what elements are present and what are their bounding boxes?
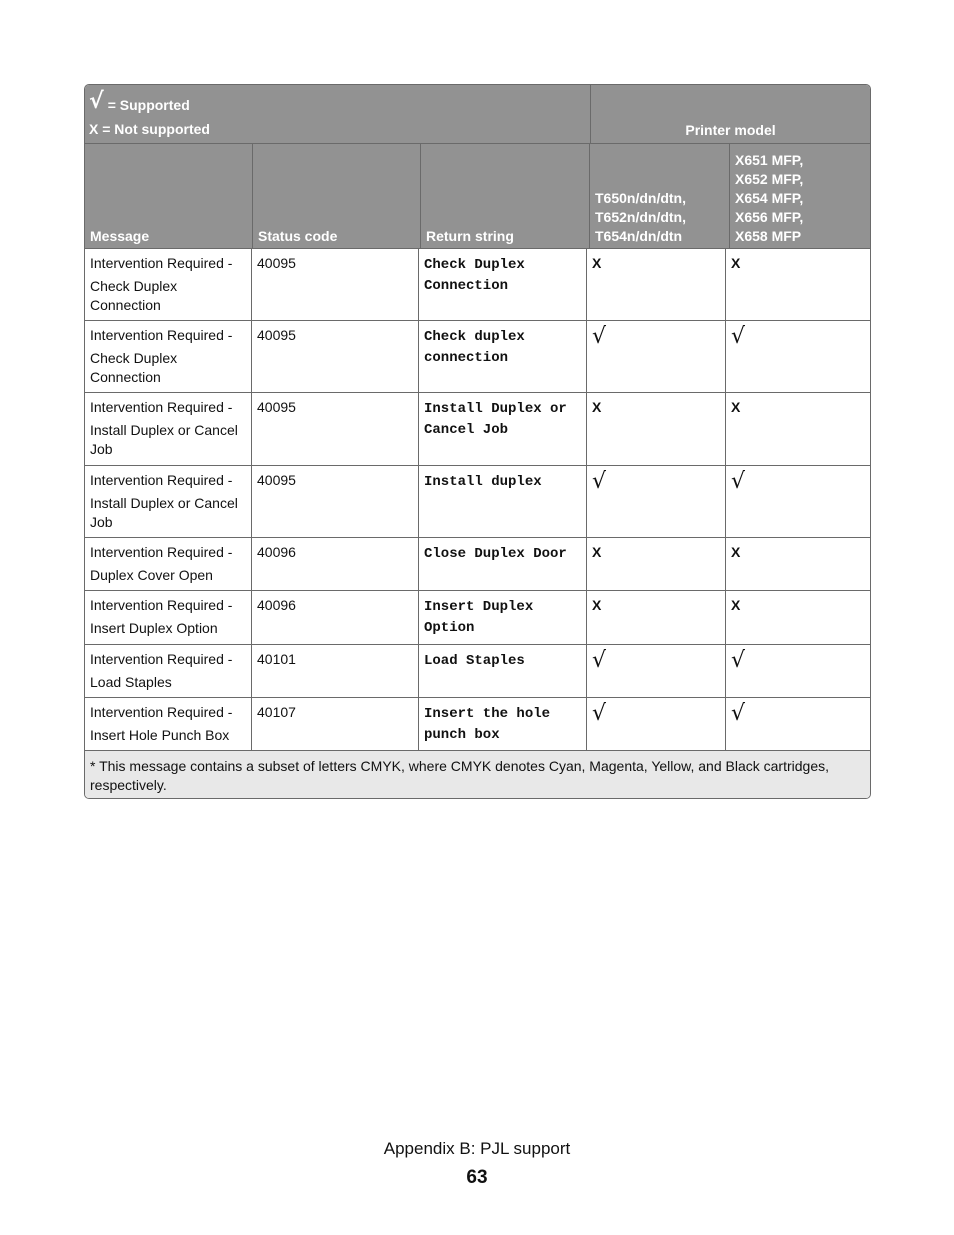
return-string-cell (419, 393, 587, 465)
checkmark-icon: √ (731, 648, 746, 673)
support-cell-x651 (726, 645, 870, 697)
footer-section-title: Appendix B: PJL support (383, 1139, 571, 1158)
message-line-1: Intervention Required - (90, 399, 233, 415)
legend-not-supported-label: X = Not supported (89, 121, 210, 137)
legend-supported (89, 91, 190, 113)
support-cell-x651 (726, 321, 870, 392)
column-header-status-code: Status code (253, 144, 421, 248)
not-supported-mark: X (592, 597, 602, 613)
printer-model-header (591, 85, 870, 143)
not-supported-mark: X (731, 544, 741, 560)
return-string: Insert Duplex Option (424, 599, 534, 636)
support-cell-x651 (726, 538, 870, 590)
return-string-cell (419, 698, 587, 750)
message-line-2: Install Duplex or Cancel Job (90, 422, 238, 457)
status-code-cell (252, 249, 419, 320)
support-cell-t650 (587, 466, 726, 537)
table-row (85, 393, 870, 466)
checkmark-icon: √ (592, 648, 607, 673)
return-string-cell (419, 538, 587, 590)
support-cell-x651 (726, 249, 870, 320)
page-number: 63 (466, 1167, 488, 1188)
legend-supported-label: = Supported (107, 97, 190, 113)
checkmark-icon: √ (731, 701, 746, 726)
message-cell (85, 591, 252, 644)
status-code: 40095 (257, 255, 296, 271)
footnote: * This message contains a subset of letters CMYK, where CMYK denotes Cyan, Magenta, Yellow, and Black cartridges, respectively. (85, 751, 870, 798)
table-body (85, 249, 870, 751)
support-cell-t650 (587, 591, 726, 644)
column-header-model-t650: T650n/dn/dtn, T652n/dn/dtn, T654n/dn/dtn (590, 144, 730, 248)
status-code: 40095 (257, 399, 296, 415)
not-supported-mark: X (592, 255, 602, 271)
message-line-2: Load Staples (90, 674, 172, 690)
message-cell (85, 466, 252, 537)
not-supported-mark: X (731, 255, 741, 271)
support-cell-t650 (587, 698, 726, 750)
legend (85, 85, 591, 143)
message-line-1: Intervention Required - (90, 255, 233, 271)
not-supported-mark: X (731, 597, 741, 613)
message-line-2: Check Duplex Connection (90, 350, 178, 385)
support-cell-x651 (726, 466, 870, 537)
status-code-cell (252, 645, 419, 697)
status-code-cell (252, 321, 419, 392)
checkmark-icon: √ (731, 324, 746, 349)
message-line-2: Insert Duplex Option (90, 620, 218, 636)
message-line-1: Intervention Required - (90, 544, 233, 560)
return-string: Check duplex connection (424, 329, 525, 366)
status-code: 40095 (257, 327, 296, 343)
column-header-model-x651: X651 MFP, X652 MFP, X654 MFP, X656 MFP, X658 MFP (735, 152, 804, 244)
support-cell-t650 (587, 393, 726, 465)
table-row (85, 321, 870, 393)
return-string-cell (419, 466, 587, 537)
support-cell-t650 (587, 249, 726, 320)
support-cell-x651 (726, 591, 870, 644)
not-supported-mark: X (731, 399, 741, 415)
status-code: 40095 (257, 472, 296, 488)
printer-model-label: Printer model (685, 122, 776, 138)
status-code-cell (252, 538, 419, 590)
support-table (84, 84, 871, 799)
column-header-message: Message (85, 144, 253, 248)
status-code: 40096 (257, 544, 296, 560)
table-row (85, 591, 870, 645)
message-line-1: Intervention Required - (90, 597, 233, 613)
table-header-top (85, 85, 870, 144)
status-code: 40101 (257, 651, 296, 667)
checkmark-icon: √ (731, 469, 746, 494)
return-string-cell (419, 591, 587, 644)
message-line-2: Insert Hole Punch Box (90, 727, 230, 743)
support-cell-x651 (726, 698, 870, 750)
return-string: Install Duplex or Cancel Job (424, 401, 567, 438)
message-line-1: Intervention Required - (90, 327, 233, 343)
status-code-cell (252, 591, 419, 644)
return-string: Load Staples (424, 653, 525, 669)
checkmark-icon: √ (592, 701, 607, 726)
message-line-2: Duplex Cover Open (90, 567, 213, 583)
return-string-cell (419, 321, 587, 392)
status-code: 40107 (257, 704, 296, 720)
support-cell-t650 (587, 321, 726, 392)
message-line-2: Install Duplex or Cancel Job (90, 495, 238, 530)
checkmark-icon: √ (592, 324, 607, 349)
message-line-1: Intervention Required - (90, 472, 233, 488)
message-cell (85, 321, 252, 392)
return-string-cell (419, 645, 587, 697)
message-cell (85, 698, 252, 750)
table-row (85, 538, 870, 591)
not-supported-mark: X (592, 544, 602, 560)
message-cell (85, 645, 252, 697)
return-string-cell (419, 249, 587, 320)
message-line-1: Intervention Required - (90, 651, 233, 667)
message-line-2: Check Duplex Connection (90, 278, 178, 313)
message-cell (85, 249, 252, 320)
message-line-1: Intervention Required - (90, 704, 233, 720)
not-supported-mark: X (592, 399, 602, 415)
status-code-cell (252, 393, 419, 465)
status-code: 40096 (257, 597, 296, 613)
status-code-cell (252, 466, 419, 537)
return-string: Install duplex (424, 474, 542, 490)
status-code-cell (252, 698, 419, 750)
column-headers (85, 144, 870, 249)
table-row (85, 466, 870, 538)
checkmark-icon: √ (89, 89, 104, 114)
table-row (85, 249, 870, 321)
column-header-return-string: Return string (421, 144, 590, 248)
message-cell (85, 393, 252, 465)
table-row (85, 645, 870, 698)
checkmark-icon: √ (592, 469, 607, 494)
table-row (85, 698, 870, 751)
support-cell-t650 (587, 538, 726, 590)
return-string: Close Duplex Door (424, 546, 567, 562)
support-cell-x651 (726, 393, 870, 465)
return-string: Check Duplex Connection (424, 257, 525, 294)
return-string: Insert the hole punch box (424, 706, 551, 743)
message-cell (85, 538, 252, 590)
support-cell-t650 (587, 645, 726, 697)
